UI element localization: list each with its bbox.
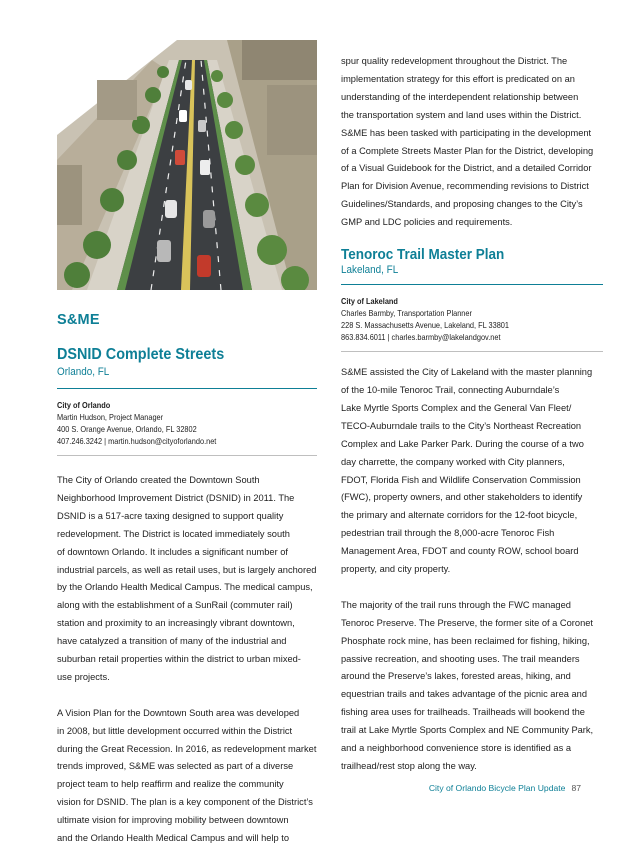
contact-person: Charles Barmby, Transportation Planner — [341, 308, 472, 319]
text-line: passive recreation, and shooting uses. The trail meanders — [341, 653, 580, 664]
paragraph — [57, 705, 317, 848]
contact-phone-email: 407.246.3242 | martin.hudson@cityoforlando.net — [57, 436, 217, 446]
left-column — [57, 40, 317, 848]
text-line: and a neighborhood convenience store is identified as a — [341, 743, 572, 754]
page-footer — [429, 783, 581, 793]
text-line: along with the establishment of a SunRail (commuter rail) — [57, 600, 293, 611]
paragraph — [341, 364, 603, 579]
text-line: around the Preserve’s lakes, forested areas, hiking, and — [341, 671, 571, 682]
contact-divider — [57, 455, 317, 456]
text-line: during the Great Recession. In 2016, as redevelopment market — [57, 743, 317, 754]
paragraph-gap — [341, 579, 603, 597]
paragraph — [341, 53, 603, 232]
text-line: by the Orlando Health Medical Campus. The medical campus, — [57, 582, 313, 593]
text-line: TECO-Auburndale trails to the City’s Northeast Recreation — [341, 420, 582, 431]
right-column — [341, 53, 603, 776]
text-line: Plan for Division Avenue, recommending revisions to District — [341, 181, 589, 192]
text-line: suburban retail properties within the district to urban mixed- — [57, 654, 301, 665]
paragraph — [57, 472, 317, 687]
text-line: day charrette, the company worked with City planners, — [341, 456, 565, 467]
project-title-tenoroc: Tenoroc Trail Master Plan — [341, 246, 505, 264]
contact-address: 400 S. Orange Avenue, Orlando, FL 32802 — [57, 424, 197, 434]
text-line: Tenoroc Preserve. The Preserve, the former site of a Coronet — [341, 617, 593, 628]
text-line: pedestrian trail through the 8,000-acre Tenoroc Fish — [341, 528, 555, 539]
text-line: of a Complete Streets Master Plan for the District, developing — [341, 145, 594, 156]
contact-divider — [341, 351, 603, 352]
text-line: the transportation system and land uses within the District. — [341, 109, 582, 120]
firm-name: S&ME — [57, 312, 100, 328]
text-line: The majority of the trail runs through the FWC managed — [341, 599, 571, 610]
text-line: trailhead/rest stop along the way. — [341, 760, 477, 771]
body-text — [57, 472, 317, 848]
text-line: Neighborhood Improvement District (DSNID) in 2011. The — [57, 492, 295, 503]
text-line: implementation strategy for this effort is predicated on an — [341, 73, 575, 84]
text-line: industrial parcels, as well as retail uses, but is largely anchored — [57, 564, 317, 575]
page-number: 87 — [571, 783, 581, 793]
text-line: understanding of the interdependent relationship between — [341, 91, 579, 102]
text-line: trends improved, S&ME was selected as part of a diverse — [57, 761, 294, 772]
text-line: equestrian trails and takes advantage of the picnic area and — [341, 689, 588, 700]
text-line: the primary and alternate corridors for the 12-foot bicycle, — [341, 510, 578, 521]
text-line: fishing area uses for trailheads. Trailheads will bookend the — [341, 707, 585, 718]
text-line: trail at Lake Myrtle Sports Complex and NE Community Park, — [341, 725, 594, 736]
text-line: Complex and Lake Parker Park. During the course of a two — [341, 438, 584, 449]
text-line: spur quality redevelopment throughout the District. The — [341, 56, 568, 66]
text-line: of downtown Orlando. It includes a significant number of — [57, 546, 289, 557]
text-line: use projects. — [57, 671, 110, 682]
project-location: Lakeland, FL — [341, 264, 399, 277]
text-line: The City of Orlando created the Downtown South — [57, 475, 260, 485]
body-text — [341, 364, 603, 776]
text-line: DSNID is a 517-acre taxing designed to support quality — [57, 510, 284, 521]
street-rendering-image — [57, 40, 317, 290]
text-line: and the Orlando Health Medical Campus and will help to — [57, 833, 290, 844]
text-line: have catalyzed a transition of many of the industrial and — [57, 636, 287, 647]
text-line: redevelopment. The District is located immediately south — [57, 528, 290, 539]
contact-org: City of Lakeland — [341, 296, 398, 307]
contact-phone-email: 863.834.6011 | charles.barmby@lakelandgov.net — [341, 332, 501, 343]
text-line: of a Visual Guidebook for the District, and a detailed Corridor — [341, 163, 592, 174]
text-line: project team to help reaffirm and realize the community — [57, 779, 284, 790]
text-line: Management Area, FDOT and county ROW, school board — [341, 546, 579, 557]
text-line: of the 10-mile Tenoroc Trail, connecting Auburndale’s — [341, 384, 560, 395]
footer-title: City of Orlando Bicycle Plan Update — [428, 783, 566, 793]
body-text-continued — [341, 53, 603, 232]
section-divider — [57, 388, 317, 389]
paragraph-gap — [57, 687, 317, 705]
contact-person: Martin Hudson, Project Manager — [57, 412, 164, 422]
text-line: GMP and LDC policies and requirements. — [341, 217, 513, 228]
text-line: in 2008, but little development occurred within the District — [57, 725, 293, 736]
project-location: Orlando, FL — [57, 366, 110, 378]
contact-org: City of Orlando — [57, 400, 111, 410]
text-line: station and proximity to an increasingly vibrant downtown, — [57, 618, 295, 629]
contact-block — [341, 295, 572, 343]
text-line: Phosphate rock mine, has been reclaimed for fishing, hiking, — [341, 635, 590, 646]
contact-address: 228 S. Massachusetts Avenue, Lakeland, FL 33801 — [341, 320, 509, 331]
text-line: S&ME assisted the City of Lakeland with the master planning — [341, 367, 593, 378]
text-line: (FWC), property owners, and other stakeholders to identify — [341, 492, 583, 503]
text-line: S&ME has been tasked with participating in the development — [341, 127, 592, 138]
text-line: ultimate vision for improving mobility between downtown — [57, 815, 289, 826]
contact-block — [57, 399, 286, 447]
text-line: property, and city property. — [341, 564, 451, 575]
project-title-dsnid: DSNID Complete Streets — [57, 346, 225, 363]
text-line: FDOT, Florida Fish and Wildlife Conservation Commission — [341, 474, 581, 485]
text-line: vision for DSNID. The plan is a key component of the District’s — [57, 797, 313, 808]
section-divider — [341, 284, 603, 285]
text-line: A Vision Plan for the Downtown South area was developed — [57, 707, 300, 718]
text-line: Guidelines/Standards, and proposing changes to the City’s — [341, 199, 583, 210]
paragraph — [341, 597, 603, 776]
text-line: Lake Myrtle Sports Complex and the General Van Fleet/ — [341, 402, 572, 413]
